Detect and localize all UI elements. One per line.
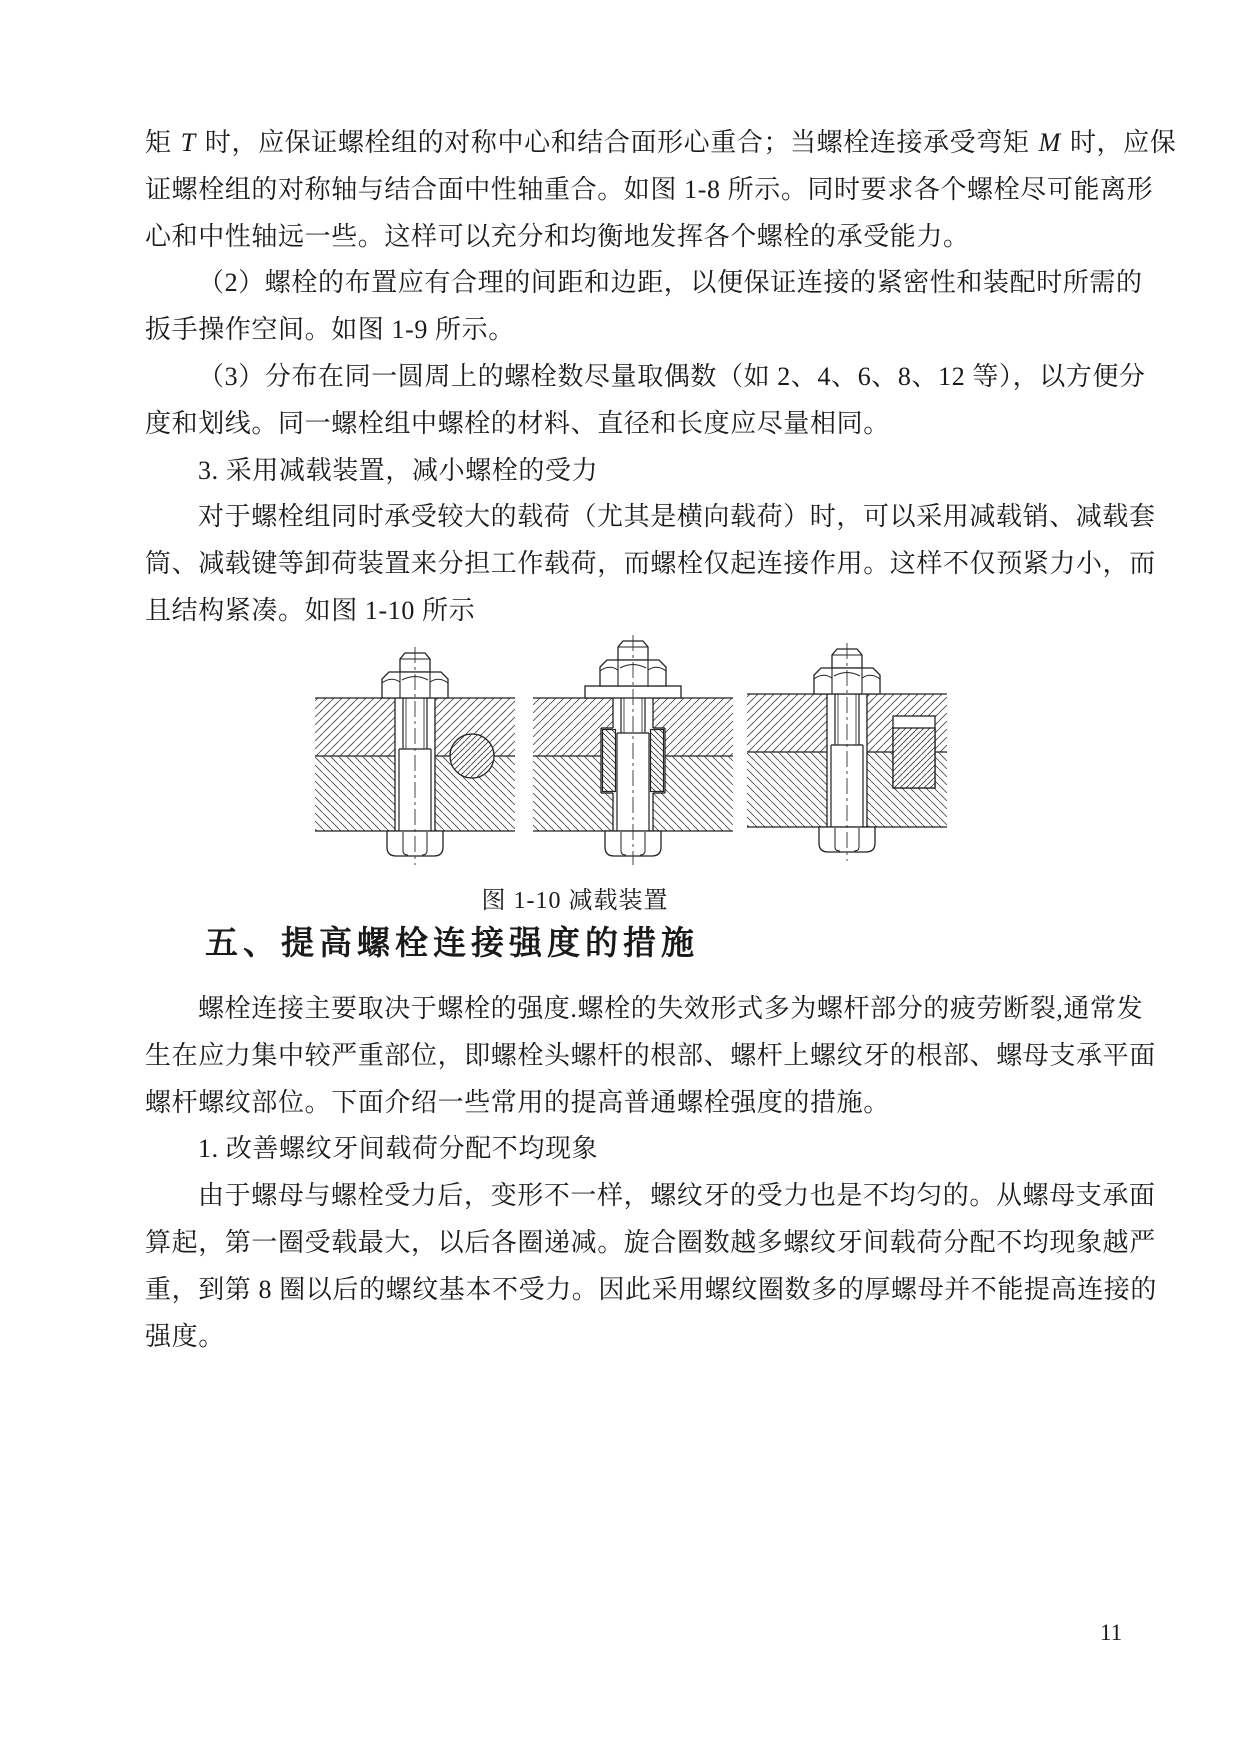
section-heading: 五、提高螺栓连接强度的措施: [205, 926, 699, 962]
top-text-block: [145, 120, 1177, 635]
text-line: 重，到第 8 圈以后的螺纹基本不受力。因此采用螺纹圈数多的厚螺母并不能提高连接的: [145, 1274, 1158, 1304]
text-line: 1. 改善螺纹牙间载荷分配不均现象: [198, 1134, 599, 1164]
key-relief-diagram: [747, 643, 947, 861]
page-number: 11: [1100, 1620, 1123, 1645]
relief-sleeve-wall-left: [603, 730, 616, 792]
sleeve-relief-diagram: [533, 635, 733, 865]
figure-1-10: [308, 633, 958, 881]
text-line: 螺栓连接主要取决于螺栓的强度.螺栓的失效形式多为螺杆部分的疲劳断裂,通常发: [198, 994, 1144, 1023]
text-line: 由于螺母与螺栓受力后，变形不一样，螺纹牙的受力也是不均匀的。从螺母支承面: [198, 1181, 1156, 1211]
text-line: 证螺栓组的对称轴与结合面中性轴重合。如图 1-8 所示。同时要求各个螺栓尽可能离形: [145, 174, 1154, 204]
text-line: （2）螺栓的布置应有合理的间距和边距，以便保证连接的紧密性和装配时所需的: [198, 268, 1143, 298]
relief-sleeve-wall-right: [651, 730, 664, 792]
text-line: 对于螺栓组同时承受较大的载荷（尤其是横向载荷）时，可以采用减载销、减载套: [198, 502, 1156, 532]
text-line: 算起，第一圈受载最大，以后各圈递减。旋合圈数越多螺纹牙间载荷分配不均现象越严: [145, 1227, 1156, 1257]
figure-caption: 图 1-10 减载装置: [481, 888, 669, 914]
figure-1-10-drawing: [308, 633, 958, 881]
text-line: 筒、减载键等卸荷装置来分担工作载荷，而螺栓仅起连接作用。这样不仅预紧力小，而: [145, 549, 1156, 579]
text-line: 心和中性轴远一些。这样可以充分和均衡地发挥各个螺栓的承受能力。: [145, 221, 970, 251]
bottom-text-block: [145, 986, 1158, 1360]
text-line: 且结构紧凑。如图 1-10 所示: [145, 595, 476, 625]
pin-relief-diagram: [315, 647, 515, 865]
text-line: 扳手操作空间。如图 1-9 所示。: [145, 315, 515, 345]
relief-pin-shape: [450, 734, 494, 778]
text-line: 强度。: [145, 1321, 225, 1351]
text-line: 3. 采用减载装置，减小螺栓的受力: [198, 455, 599, 485]
text-line: 矩 T 时，应保证螺栓组的对称中心和结合面形心重合；当螺栓连接承受弯矩 M 时，应保: [145, 128, 1177, 157]
text-line: 度和划线。同一螺栓组中螺栓的材料、直径和长度应尽量相同。: [145, 408, 890, 438]
bottom-block: [145, 919, 1158, 1360]
text-line: （3）分布在同一圆周上的螺栓数尽量取偶数（如 2、4、6、8、12 等），以方便分: [198, 361, 1146, 391]
text-line: 生在应力集中较严重部位，即螺栓头螺杆的根部、螺杆上螺纹牙的根部、螺母支承平面: [145, 1040, 1156, 1070]
text-line: 螺杆螺纹部位。下面介绍一些常用的提高普通螺栓强度的措施。: [145, 1087, 890, 1117]
